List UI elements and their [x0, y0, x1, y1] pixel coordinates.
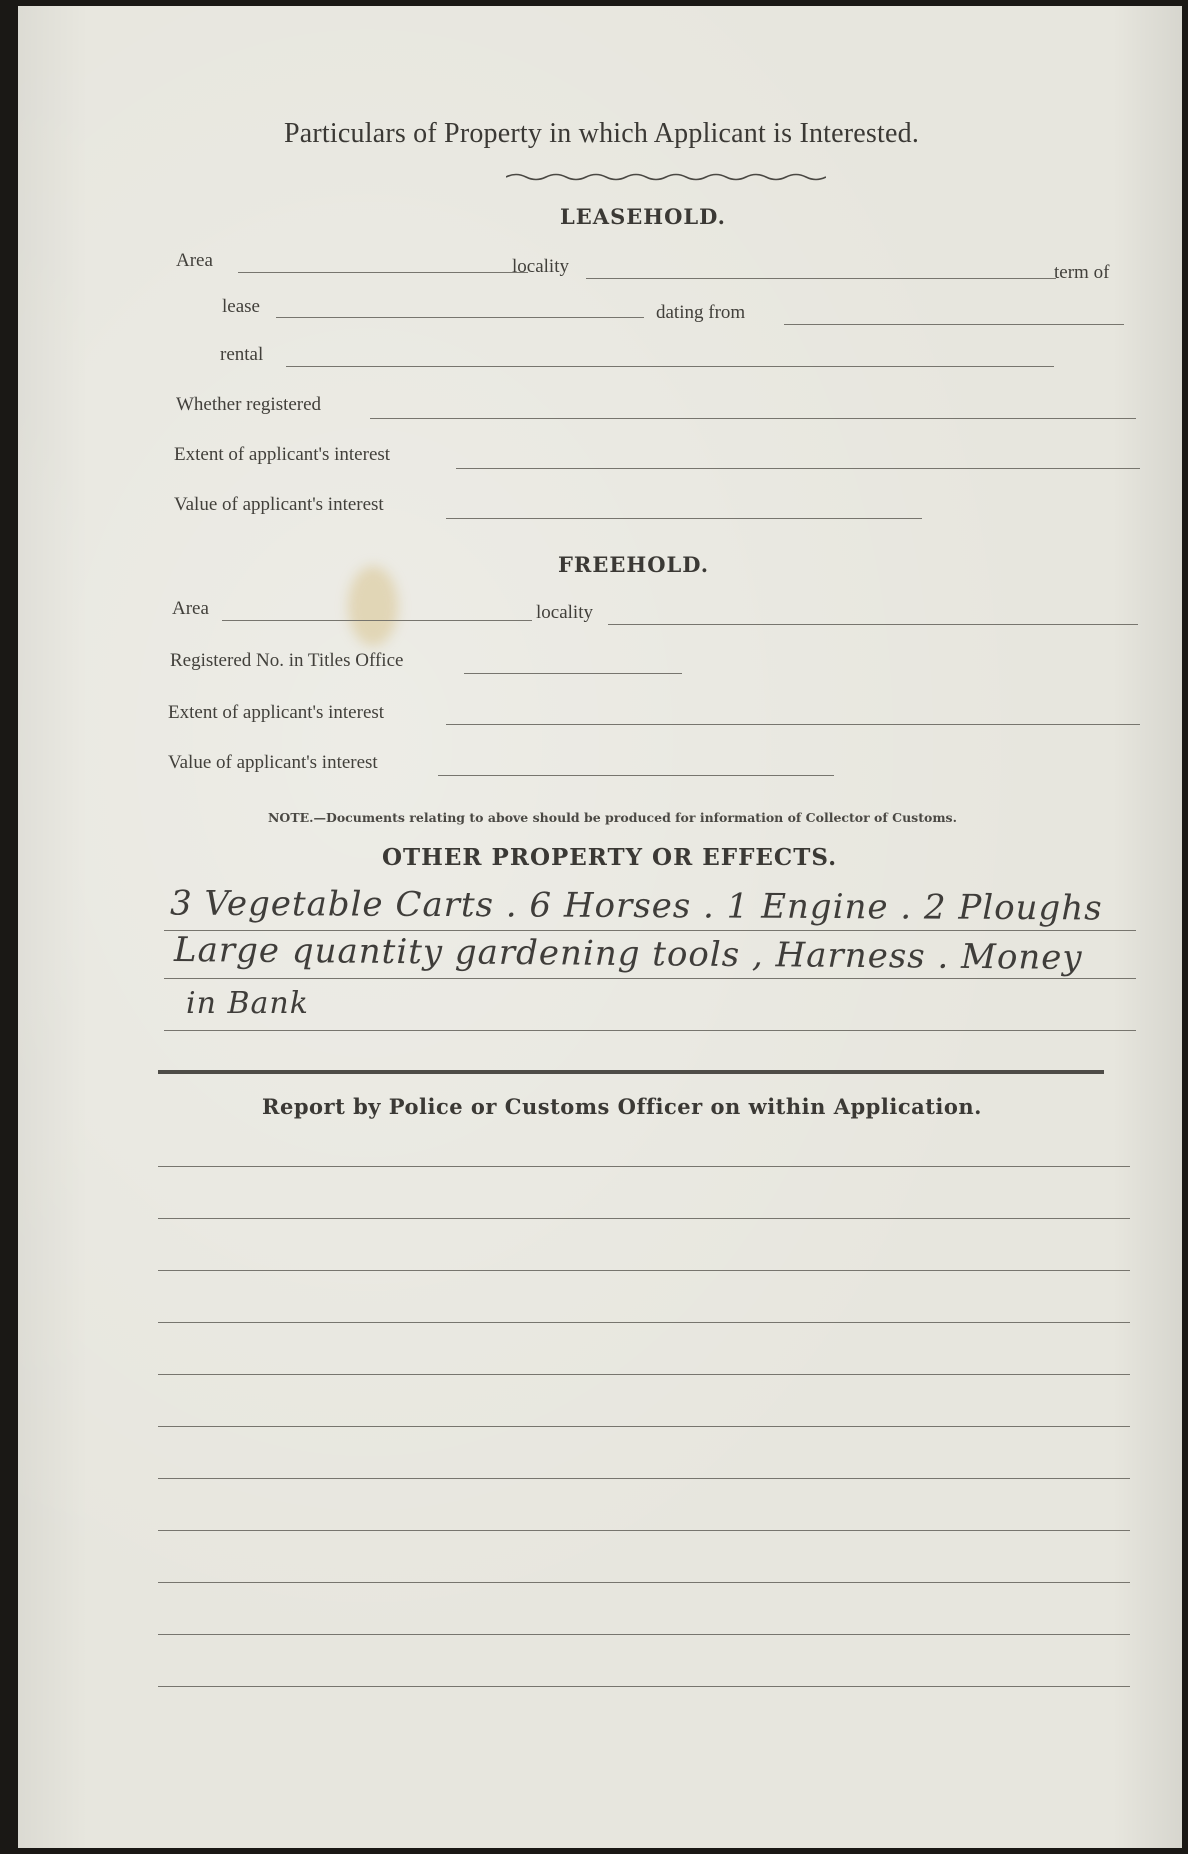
- leasehold-extent-label: Extent of applicant's interest: [174, 444, 391, 465]
- leasehold-rental-line: [286, 366, 1054, 367]
- leasehold-locality-label: locality: [512, 256, 569, 277]
- leasehold-registered-line: [370, 418, 1136, 419]
- report-line-6: [158, 1426, 1130, 1427]
- leasehold-extent-line: [456, 468, 1140, 469]
- leasehold-dating-line: [784, 324, 1124, 325]
- handwritten-line-1: 3 Vegetable Carts . 6 Horses . 1 Engine . 2 Ploughs: [169, 883, 1103, 929]
- freehold-value-line: [438, 775, 834, 776]
- other-line-3: [164, 1030, 1136, 1031]
- handwritten-line-2: Large quantity gardening tools , Harness . Money: [173, 930, 1083, 978]
- form-page: [18, 6, 1182, 1848]
- leasehold-lease-line: [276, 317, 644, 318]
- report-line-3: [158, 1270, 1130, 1271]
- handwritten-line-3: in Bank: [186, 986, 309, 1021]
- leasehold-lease-label: lease: [222, 296, 260, 317]
- report-line-4: [158, 1322, 1130, 1323]
- freehold-regno-label: Registered No. in Titles Office: [170, 650, 404, 671]
- leasehold-value-label: Value of applicant's interest: [174, 494, 384, 515]
- paper-stain: [348, 566, 398, 646]
- freehold-extent-line: [446, 724, 1140, 725]
- report-line-8: [158, 1530, 1130, 1531]
- freehold-regno-line: [464, 673, 682, 674]
- freehold-heading: FREEHOLD.: [558, 552, 710, 577]
- leasehold-term-label: term of: [1054, 262, 1110, 283]
- title-ornament: [506, 170, 826, 184]
- leasehold-heading: LEASEHOLD.: [560, 204, 726, 229]
- freehold-value-label: Value of applicant's interest: [168, 752, 378, 773]
- freehold-locality-label: locality: [536, 602, 593, 623]
- report-line-7: [158, 1478, 1130, 1479]
- report-line-1: [158, 1166, 1130, 1167]
- freehold-area-label: Area: [172, 598, 209, 619]
- report-line-2: [158, 1218, 1130, 1219]
- report-heading: Report by Police or Customs Officer on within Application.: [262, 1094, 982, 1119]
- section-divider-rule: [158, 1070, 1104, 1074]
- report-line-11: [158, 1686, 1130, 1687]
- page-title: Particulars of Property in which Applicant is Interested.: [284, 118, 920, 149]
- leasehold-rental-label: rental: [220, 344, 264, 365]
- freehold-extent-label: Extent of applicant's interest: [168, 702, 385, 723]
- customs-note: NOTE.—Documents relating to above should be produced for information of Collector of Customs.: [268, 810, 957, 825]
- freehold-locality-line: [608, 624, 1138, 625]
- freehold-area-line: [222, 620, 532, 621]
- other-property-heading: OTHER PROPERTY OR EFFECTS.: [382, 844, 838, 871]
- report-line-9: [158, 1582, 1130, 1583]
- report-line-5: [158, 1374, 1130, 1375]
- leasehold-registered-label: Whether registered: [176, 394, 322, 415]
- leasehold-value-line: [446, 518, 922, 519]
- leasehold-area-label: Area: [176, 250, 213, 271]
- other-line-2: [164, 978, 1136, 979]
- leasehold-dating-label: dating from: [656, 302, 746, 323]
- leasehold-area-line: [238, 272, 528, 273]
- report-line-10: [158, 1634, 1130, 1635]
- leasehold-locality-line: [586, 278, 1056, 279]
